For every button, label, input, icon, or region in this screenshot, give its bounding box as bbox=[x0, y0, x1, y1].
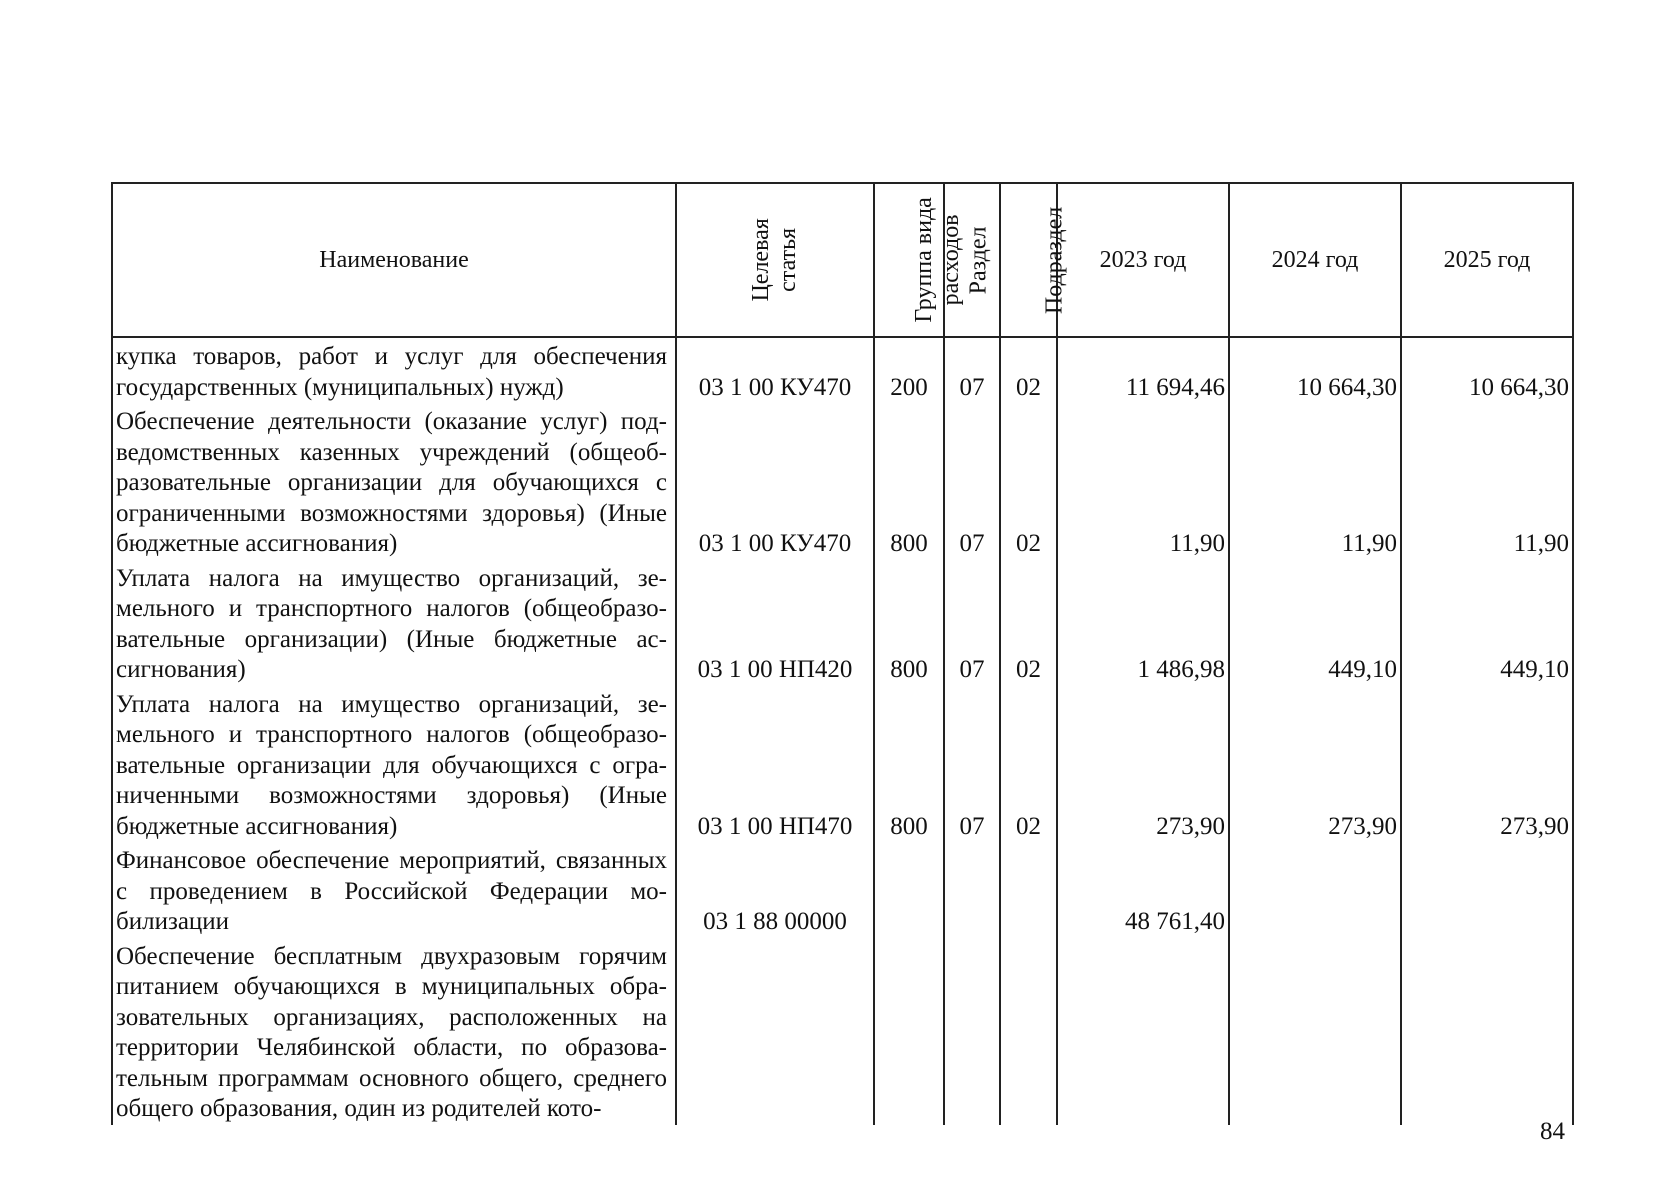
row-subsection: 02 bbox=[1000, 686, 1057, 843]
row-name: Обеспечение деятельности (оказание услуг) подведомственных казенных учреждений (общеобразовательные организации для обучающихся с ограниченными возможностями здоровья) (Иные бюджетные ассигнования) bbox=[112, 403, 676, 560]
row-name: Обеспечение бесплатным двухразовым горячим питанием обучающихся в муниципальных образовательных организациях, расположенных на территории Челябинской области, по образовательным программам основного общего, среднего общего образования, один из родителей кото- bbox=[112, 938, 676, 1125]
row-2025 bbox=[1401, 842, 1573, 938]
header-2023: 2023 год bbox=[1057, 183, 1229, 337]
row-2025 bbox=[1401, 938, 1573, 1125]
header-2025: 2025 год bbox=[1401, 183, 1573, 337]
row-name: Уплата налога на имущество организаций, земельного и транспортного налогов (общеобразовательные организации для обучающихся с ограниченными возможностями здоровья) (Иные бюджетные ассигнования) bbox=[112, 686, 676, 843]
row-name: Финансовое обеспечение мероприятий, связанных с проведением в Российской Федерации мобилизации bbox=[112, 842, 676, 938]
row-subsection: 02 bbox=[1000, 560, 1057, 686]
row-2024: 449,10 bbox=[1229, 560, 1401, 686]
row-2023: 1 486,98 bbox=[1057, 560, 1229, 686]
row-section: 07 bbox=[944, 403, 1000, 560]
table-header bbox=[112, 183, 1573, 337]
row-2024 bbox=[1229, 938, 1401, 1125]
row-expense-group: 800 bbox=[874, 403, 944, 560]
row-subsection: 02 bbox=[1000, 403, 1057, 560]
row-2023 bbox=[1057, 938, 1229, 1125]
row-expense-group: 200 bbox=[874, 337, 944, 403]
row-target-article: 03 1 00 КУ470 bbox=[676, 337, 874, 403]
row-target-article bbox=[676, 938, 874, 1125]
header-expense-group: Группа вида расходов bbox=[874, 183, 944, 337]
row-2023: 11 694,46 bbox=[1057, 337, 1229, 403]
row-2025: 10 664,30 bbox=[1401, 337, 1573, 403]
row-expense-group bbox=[874, 938, 944, 1125]
row-target-article: 03 1 00 КУ470 bbox=[676, 403, 874, 560]
row-2023: 273,90 bbox=[1057, 686, 1229, 843]
table-body bbox=[112, 337, 1573, 1125]
row-target-article: 03 1 00 НП470 bbox=[676, 686, 874, 843]
row-2025: 273,90 bbox=[1401, 686, 1573, 843]
table-row bbox=[112, 403, 1573, 560]
row-2024: 11,90 bbox=[1229, 403, 1401, 560]
table-row bbox=[112, 686, 1573, 843]
row-subsection bbox=[1000, 938, 1057, 1125]
row-target-article: 03 1 88 00000 bbox=[676, 842, 874, 938]
row-name: купка товаров, работ и услуг для обеспечения государственных (муниципальных) нужд) bbox=[112, 337, 676, 403]
row-2023: 11,90 bbox=[1057, 403, 1229, 560]
header-target-article: Целевая статья bbox=[676, 183, 874, 337]
row-section: 07 bbox=[944, 686, 1000, 843]
header-name: Наименование bbox=[112, 183, 676, 337]
table-row bbox=[112, 842, 1573, 938]
row-subsection bbox=[1000, 842, 1057, 938]
header-section: Раздел bbox=[944, 183, 1000, 337]
row-2024: 10 664,30 bbox=[1229, 337, 1401, 403]
row-2024: 273,90 bbox=[1229, 686, 1401, 843]
header-2024: 2024 год bbox=[1229, 183, 1401, 337]
row-expense-group: 800 bbox=[874, 560, 944, 686]
row-section: 07 bbox=[944, 337, 1000, 403]
row-2025: 449,10 bbox=[1401, 560, 1573, 686]
row-2024 bbox=[1229, 842, 1401, 938]
page-number: 84 bbox=[1540, 1118, 1565, 1145]
table-row bbox=[112, 337, 1573, 403]
budget-table bbox=[111, 182, 1574, 1125]
row-2023: 48 761,40 bbox=[1057, 842, 1229, 938]
row-section: 07 bbox=[944, 560, 1000, 686]
row-2025: 11,90 bbox=[1401, 403, 1573, 560]
header-subsection: Подраздел bbox=[1000, 183, 1057, 337]
row-expense-group bbox=[874, 842, 944, 938]
row-name: Уплата налога на имущество организаций, земельного и транспортного налогов (общеобразовательные организации) (Иные бюджетные ассигнования) bbox=[112, 560, 676, 686]
row-target-article: 03 1 00 НП420 bbox=[676, 560, 874, 686]
table-row bbox=[112, 560, 1573, 686]
row-expense-group: 800 bbox=[874, 686, 944, 843]
row-section bbox=[944, 938, 1000, 1125]
row-section bbox=[944, 842, 1000, 938]
row-subsection: 02 bbox=[1000, 337, 1057, 403]
table-row bbox=[112, 938, 1573, 1125]
